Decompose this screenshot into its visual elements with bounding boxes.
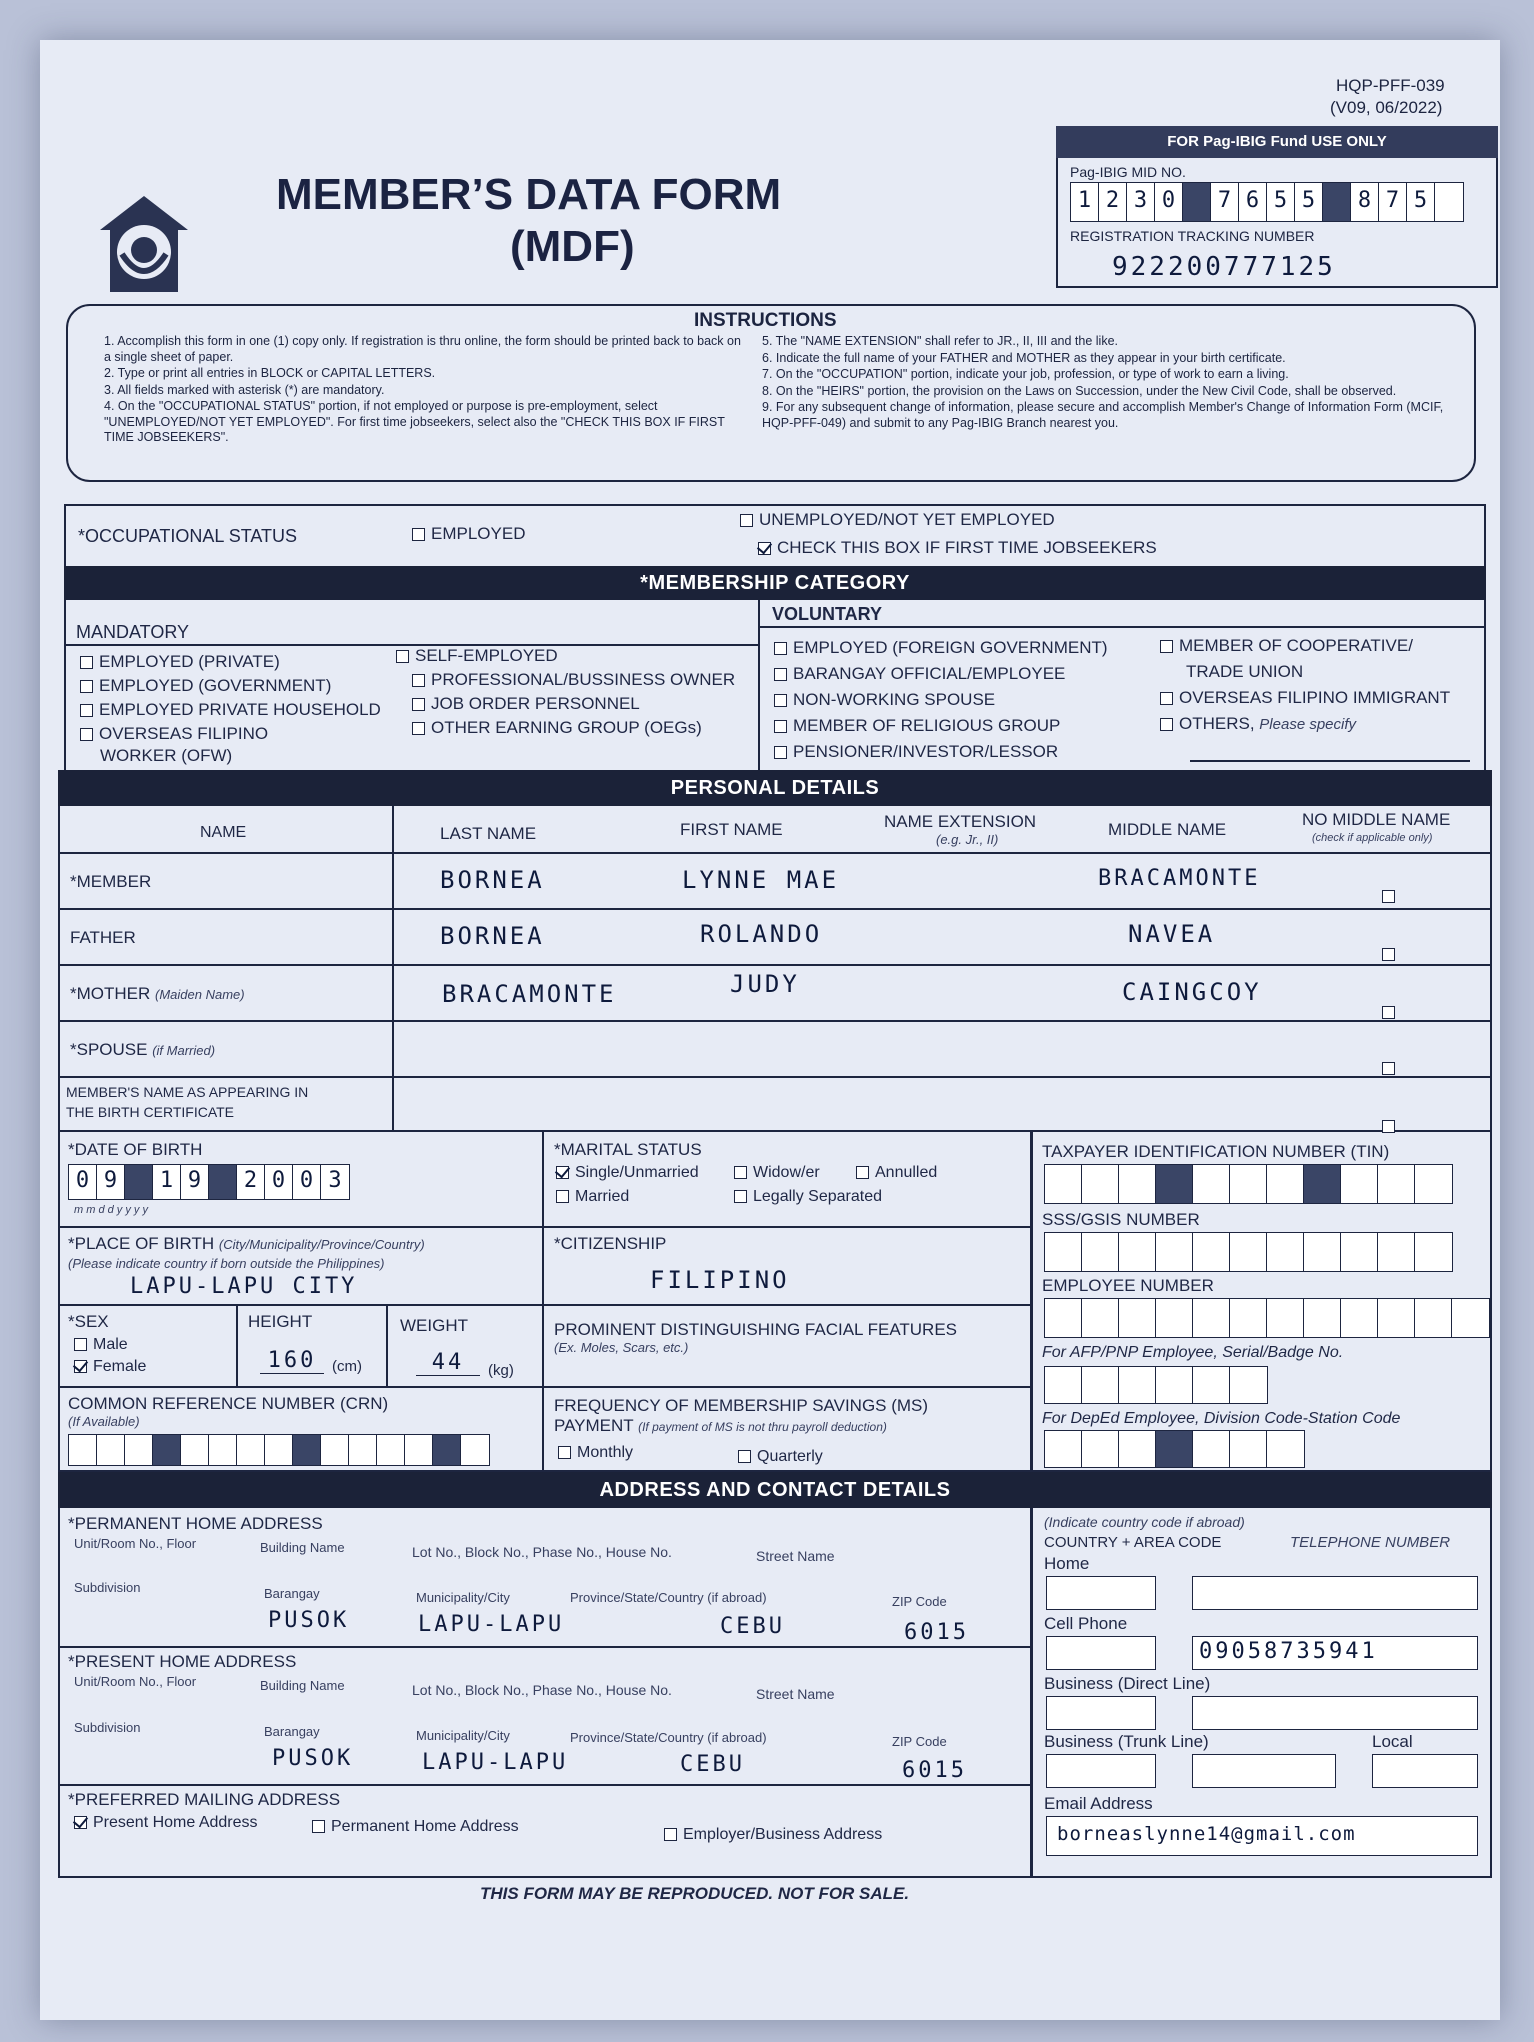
mid-cell (1435, 183, 1463, 221)
afp-cell (1045, 1367, 1082, 1403)
preferred-mailing-label: *PREFERRED MAILING ADDRESS (68, 1790, 341, 1809)
address-divider (1030, 1508, 1033, 1878)
marital-married-checkbox[interactable]: Married (556, 1188, 629, 1206)
grid-divider (236, 1304, 238, 1386)
afp-cell (1082, 1367, 1119, 1403)
tin-cell (1378, 1165, 1415, 1203)
dob-cell (125, 1165, 153, 1199)
deped-cell (1082, 1431, 1119, 1467)
instruction-item-4: 4. On the "OCCUPATIONAL STATUS" portion, if not employed or purpose is pre-employment, select "UNEMPLOYED/NOT YET EMPLOYED". For first time jobseekers, select also the "CHECK THIS BOX IF FIRST TIME JOBSEEKERS". (104, 399, 725, 444)
row-line (58, 964, 1492, 966)
dob-cell: 1 (153, 1165, 181, 1199)
deped-cell (1156, 1431, 1193, 1467)
address-line (58, 1784, 1030, 1786)
business-trunk-phone-input[interactable] (1192, 1754, 1336, 1788)
voluntary-others-specify-line[interactable] (1190, 760, 1470, 762)
instructions-title: INSTRUCTIONS (694, 310, 837, 331)
perm-municipality-value[interactable]: LAPU-LAPU (418, 1612, 565, 1637)
emp-cell (1452, 1299, 1489, 1337)
member-first-name[interactable]: LYNNE MAE (682, 866, 840, 894)
mid-cell: 3 (1127, 183, 1155, 221)
height-value[interactable]: 160 (260, 1348, 324, 1374)
sss-cell (1119, 1233, 1156, 1271)
instruction-item-2: 2. Type or print all entries in BLOCK or CAPITAL LETTERS. (104, 366, 436, 380)
present-address-label: *PRESENT HOME ADDRESS (68, 1652, 297, 1671)
voluntary-others-checkbox[interactable]: OTHERS, Please specify (1160, 714, 1356, 734)
facial-features-sub: (Ex. Moles, Scars, etc.) (554, 1340, 689, 1355)
mid-cell: 7 (1379, 183, 1407, 221)
tin-cells[interactable] (1044, 1164, 1453, 1204)
mandatory-ofw-label-cont: WORKER (OFW) (100, 746, 233, 765)
emp-cell (1082, 1299, 1119, 1337)
deped-cell (1045, 1431, 1082, 1467)
tin-cell (1304, 1165, 1341, 1203)
voluntary-foreign-govt-checkbox[interactable]: EMPLOYED (FOREIGN GOVERNMENT) (774, 638, 1108, 658)
col-first-name-header: FIRST NAME (680, 820, 783, 839)
mandatory-private-household-checkbox[interactable]: EMPLOYED PRIVATE HOUSEHOLD (80, 700, 381, 720)
afp-cell (1193, 1367, 1230, 1403)
emp-cell (1304, 1299, 1341, 1337)
mid-cell: 7 (1211, 183, 1239, 221)
row-father-label: FATHER (70, 928, 136, 947)
dob-cells[interactable] (68, 1164, 350, 1200)
row-mother-label: *MOTHER (Maiden Name) (70, 984, 245, 1003)
grid-line (58, 1226, 1030, 1228)
first-time-jobseeker-checkbox[interactable]: CHECK THIS BOX IF FIRST TIME JOBSEEKERS (758, 538, 1157, 558)
perm-subdivision-col: Subdivision (74, 1580, 141, 1595)
emp-cell (1045, 1299, 1082, 1337)
sss-cell (1193, 1233, 1230, 1271)
instruction-item-2: 6. Indicate the full name of your FATHER and MOTHER as they appear in your birth certificate. (762, 350, 1286, 365)
tin-cell (1415, 1165, 1452, 1203)
instruction-item-3: 3. All fields marked with asterisk (*) are mandatory. (104, 382, 385, 397)
instruction-item-1: 5. The "NAME EXTENSION" shall refer to JR., II, III and the like. (762, 334, 1118, 348)
mailing-employer-checkbox[interactable]: Employer/Business Address (664, 1826, 882, 1844)
dob-cell: 0 (293, 1165, 321, 1199)
address-line (58, 1646, 1030, 1648)
emp-cell (1415, 1299, 1452, 1337)
citizenship-label: *CITIZENSHIP (554, 1234, 667, 1253)
instruction-item-3: 7. On the "OCCUPATION" portion, indicate your job, profession, or type of work to earn a living. (762, 367, 1289, 381)
pres-province-col: Province/State/Country (if abroad) (570, 1730, 767, 1745)
crn-cell (181, 1435, 209, 1465)
voluntary-cooperative-checkbox[interactable]: MEMBER OF COOPERATIVE/ (1160, 636, 1413, 656)
sss-cell (1230, 1233, 1267, 1271)
voluntary-underline (758, 626, 1486, 628)
business-trunk-area-input[interactable] (1046, 1754, 1156, 1788)
perm-zip-col: ZIP Code (892, 1594, 947, 1609)
sss-cell (1267, 1233, 1304, 1271)
weight-label: WEIGHT (400, 1316, 468, 1335)
crn-cell (405, 1435, 433, 1465)
crn-cell (153, 1435, 181, 1465)
marital-single-checkbox[interactable]: Single/Unmarried (556, 1164, 699, 1182)
pres-street-col: Street Name (756, 1686, 835, 1702)
business-direct-area-input[interactable] (1046, 1696, 1156, 1730)
father-last-name[interactable]: BORNEA (440, 922, 545, 950)
pres-zip-value[interactable]: 6015 (902, 1758, 967, 1783)
mother-middle-name[interactable]: CAINGCOY (1122, 978, 1262, 1006)
marital-widow-checkbox[interactable]: Widow/er (734, 1164, 820, 1182)
rtn-value[interactable]: 922200777125 (1112, 252, 1336, 282)
cell-area-code-input[interactable] (1046, 1636, 1156, 1670)
savings-label: FREQUENCY OF MEMBERSHIP SAVINGS (MS) (554, 1396, 929, 1415)
sss-gsis-cells[interactable] (1044, 1232, 1453, 1272)
crn-cell (237, 1435, 265, 1465)
perm-unit-col: Unit/Room No., Floor (74, 1536, 197, 1551)
grid-divider (1030, 1132, 1033, 1472)
mailing-permanent-checkbox[interactable]: Permanent Home Address (312, 1818, 519, 1836)
home-area-code-input[interactable] (1046, 1576, 1156, 1610)
marital-status-label: *MARITAL STATUS (554, 1140, 702, 1159)
voluntary-pensioner-checkbox[interactable]: PENSIONER/INVESTOR/LESSOR (774, 742, 1058, 762)
pres-province-value[interactable]: CEBU (680, 1752, 745, 1777)
cell-phone-value: 09058735941 (1199, 1639, 1378, 1664)
marital-separated-checkbox[interactable]: Legally Separated (734, 1188, 882, 1206)
personal-col-divider (392, 806, 394, 1132)
no-middle-name-member-checkbox[interactable] (1382, 888, 1401, 906)
local-input[interactable] (1372, 1754, 1478, 1788)
col-name-header: NAME (200, 824, 247, 841)
voluntary-ofi-checkbox[interactable]: OVERSEAS FILIPINO IMMIGRANT (1160, 688, 1450, 708)
perm-barangay-col: Barangay (264, 1586, 320, 1601)
crn-cell (321, 1435, 349, 1465)
row-birth-cert-label2: THE BIRTH CERTIFICATE (66, 1104, 235, 1120)
tin-cell (1193, 1165, 1230, 1203)
grid-divider (542, 1132, 544, 1472)
member-last-name[interactable]: BORNEA (440, 866, 545, 894)
weight-unit: (kg) (488, 1362, 514, 1379)
dob-cell: 9 (181, 1165, 209, 1199)
voluntary-non-working-spouse-checkbox[interactable]: NON-WORKING SPOUSE (774, 690, 995, 710)
emp-cell (1193, 1299, 1230, 1337)
crn-cell (293, 1435, 321, 1465)
tin-cell (1230, 1165, 1267, 1203)
crn-sub: (If Available) (68, 1414, 140, 1429)
sss-cell (1082, 1233, 1119, 1271)
tin-cell (1267, 1165, 1304, 1203)
mandatory-ofw-checkbox[interactable]: OVERSEAS FILIPINO (80, 724, 268, 744)
member-middle-name[interactable]: BRACAMONTE (1098, 866, 1261, 891)
sss-cell (1415, 1233, 1452, 1271)
form-code: HQP-PFF-039 (1336, 76, 1445, 95)
afp-cell (1230, 1367, 1267, 1403)
perm-barangay-value[interactable]: PUSOK (268, 1608, 350, 1633)
col-no-middle-name-header: NO MIDDLE NAME (1302, 810, 1451, 829)
crn-cell (69, 1435, 97, 1465)
crn-cells[interactable] (68, 1434, 490, 1466)
mid-cell: 2 (1099, 183, 1127, 221)
employee-number-cells[interactable] (1044, 1298, 1490, 1338)
tin-cell (1045, 1165, 1082, 1203)
dob-format-label: m m d d y y y y (74, 1204, 148, 1216)
perm-province-col: Province/State/Country (if abroad) (570, 1590, 767, 1605)
crn-cell (461, 1435, 489, 1465)
pres-municipality-value[interactable]: LAPU-LAPU (422, 1750, 569, 1775)
savings-monthly-checkbox[interactable]: Monthly (558, 1444, 633, 1462)
deped-label: For DepEd Employee, Division Code-Station Code (1042, 1410, 1401, 1427)
mid-cell: 0 (1155, 183, 1183, 221)
sss-label: SSS/GSIS NUMBER (1042, 1210, 1200, 1229)
savings-quarterly-checkbox[interactable]: Quarterly (738, 1448, 823, 1466)
occupational-status-label: *OCCUPATIONAL STATUS (78, 526, 298, 546)
father-first-name[interactable]: ROLANDO (700, 920, 823, 948)
afp-pnp-label: For AFP/PNP Employee, Serial/Badge No. (1042, 1344, 1344, 1361)
tin-cell (1082, 1165, 1119, 1203)
cell-phone-label: Cell Phone (1044, 1614, 1128, 1633)
crn-cell (125, 1435, 153, 1465)
pres-barangay-col: Barangay (264, 1724, 320, 1739)
pres-lot-col: Lot No., Block No., Phase No., House No. (412, 1682, 672, 1698)
permanent-address-label: *PERMANENT HOME ADDRESS (68, 1514, 323, 1533)
pres-building-col: Building Name (260, 1678, 345, 1693)
pres-zip-col: ZIP Code (892, 1734, 947, 1749)
emp-cell (1119, 1299, 1156, 1337)
dob-cell: 0 (69, 1165, 97, 1199)
emp-cell (1341, 1299, 1378, 1337)
pres-unit-col: Unit/Room No., Floor (74, 1674, 197, 1689)
afp-cell (1119, 1367, 1156, 1403)
marital-annulled-checkbox[interactable]: Annulled (856, 1164, 937, 1182)
weight-value[interactable]: 44 (416, 1350, 480, 1376)
mid-cell (1323, 183, 1351, 221)
business-trunk-label: Business (Trunk Line) (1044, 1732, 1209, 1751)
no-middle-name-mother-checkbox[interactable] (1382, 1004, 1401, 1022)
mid-cell: 6 (1239, 183, 1267, 221)
deped-cells[interactable] (1044, 1430, 1305, 1468)
father-middle-name[interactable]: NAVEA (1128, 920, 1216, 948)
instructions-left (104, 334, 744, 447)
occupational-employed-checkbox[interactable]: EMPLOYED (412, 524, 525, 544)
occupational-unemployed-checkbox[interactable]: UNEMPLOYED/NOT YET EMPLOYED (740, 510, 1055, 530)
sss-cell (1304, 1233, 1341, 1271)
emp-cell (1267, 1299, 1304, 1337)
emp-cell (1378, 1299, 1415, 1337)
sss-cell (1341, 1233, 1378, 1271)
citizenship-value[interactable]: FILIPINO (650, 1266, 790, 1294)
perm-building-col: Building Name (260, 1540, 345, 1555)
row-line (58, 852, 1492, 854)
sex-male-checkbox[interactable]: Male (74, 1336, 128, 1354)
rtn-label: REGISTRATION TRACKING NUMBER (1070, 228, 1315, 244)
crn-cell (349, 1435, 377, 1465)
pres-barangay-value[interactable]: PUSOK (272, 1746, 354, 1771)
col-name-extension-header: NAME EXTENSION (884, 812, 1037, 831)
grid-line (58, 1304, 1030, 1306)
instruction-item-5: 9. For any subsequent change of information, please secure and accomplish Member's Change of Information Form (MCIF, HQP-PFF-049) and submit to any Pag-IBIG Branch nearest you. (762, 400, 1444, 430)
business-direct-label: Business (Direct Line) (1044, 1674, 1211, 1693)
instruction-item-1: 1. Accomplish this form in one (1) copy only. If registration is thru online, the form should be printed back to back on a single sheet of paper. (104, 334, 741, 364)
deped-cell (1119, 1431, 1156, 1467)
pres-subdivision-col: Subdivision (74, 1720, 141, 1735)
afp-pnp-cells[interactable] (1044, 1366, 1268, 1404)
contact-telephone-header: TELEPHONE NUMBER (1290, 1534, 1451, 1551)
row-spouse-label: *SPOUSE (if Married) (70, 1040, 216, 1059)
dob-cell: 2 (237, 1165, 265, 1199)
crn-cell (209, 1435, 237, 1465)
mid-label: Pag-IBIG MID NO. (1070, 164, 1186, 180)
voluntary-religious-checkbox[interactable]: MEMBER OF RELIGIOUS GROUP (774, 716, 1060, 736)
form-version: (V09, 06/2022) (1330, 98, 1443, 117)
perm-province-value[interactable]: CEBU (720, 1614, 785, 1639)
voluntary-barangay-checkbox[interactable]: BARANGAY OFFICIAL/EMPLOYEE (774, 664, 1065, 684)
row-line (58, 1020, 1492, 1022)
voluntary-heading: VOLUNTARY (772, 604, 882, 624)
instruction-item-4: 8. On the "HEIRS" portion, the provision on the Laws on Succession, under the New Civil Code, shall be observed. (762, 383, 1397, 398)
mandatory-professional-checkbox[interactable]: PROFESSIONAL/BUSSINESS OWNER (412, 670, 735, 690)
form-title: MEMBER’S DATA FORM (276, 170, 782, 219)
business-direct-phone-input[interactable] (1192, 1696, 1478, 1730)
height-label: HEIGHT (248, 1312, 313, 1331)
instructions-right (762, 334, 1462, 432)
fund-use-title: FOR Pag-IBIG Fund USE ONLY (1056, 126, 1498, 158)
form-sheet (40, 40, 1500, 2020)
form-title-abbrev: (MDF) (510, 222, 635, 271)
tin-cell (1156, 1165, 1193, 1203)
dob-cell (209, 1165, 237, 1199)
emp-cell (1156, 1299, 1193, 1337)
mother-first-name[interactable]: JUDY (730, 970, 800, 998)
facial-features-label: PROMINENT DISTINGUISHING FACIAL FEATURES (554, 1320, 958, 1339)
crn-label: COMMON REFERENCE NUMBER (CRN) (68, 1394, 389, 1413)
grid-line (58, 1386, 1030, 1388)
mailing-present-checkbox[interactable]: Present Home Address (74, 1814, 258, 1832)
mid-cell (1183, 183, 1211, 221)
savings-label-cont: PAYMENT (If payment of MS is not thru payroll deduction) (554, 1416, 887, 1435)
crn-cell (377, 1435, 405, 1465)
place-of-birth-note: (Please indicate country if born outside the Philippines) (68, 1256, 385, 1271)
contact-country-area-header: COUNTRY + AREA CODE (1044, 1534, 1222, 1551)
mid-number-cells (1070, 182, 1464, 222)
local-label: Local (1372, 1732, 1413, 1751)
dob-cell: 0 (265, 1165, 293, 1199)
perm-street-col: Street Name (756, 1548, 835, 1564)
perm-municipality-col: Municipality/City (416, 1590, 510, 1605)
address-contact-bar: ADDRESS AND CONTACT DETAILS (58, 1472, 1492, 1508)
home-phone-input[interactable] (1192, 1576, 1478, 1610)
col-name-extension-sub: (e.g. Jr., II) (936, 832, 999, 847)
sex-female-checkbox[interactable]: Female (74, 1358, 146, 1376)
afp-cell (1156, 1367, 1193, 1403)
place-of-birth-value[interactable]: LAPU-LAPU CITY (130, 1274, 358, 1299)
crn-cell (97, 1435, 125, 1465)
employee-number-label: EMPLOYEE NUMBER (1042, 1276, 1214, 1295)
col-no-middle-name-sub: (check if applicable only) (1312, 832, 1433, 844)
crn-cell (265, 1435, 293, 1465)
crn-cell (433, 1435, 461, 1465)
mandatory-employed-government-checkbox[interactable]: EMPLOYED (GOVERNMENT) (80, 676, 331, 696)
mid-cell: 1 (1071, 183, 1099, 221)
mandatory-job-order-checkbox[interactable]: JOB ORDER PERSONNEL (412, 694, 640, 714)
tin-cell (1119, 1165, 1156, 1203)
mandatory-heading: MANDATORY (76, 622, 190, 642)
email-input[interactable] (1046, 1816, 1478, 1856)
col-last-name-header: LAST NAME (440, 824, 537, 843)
mid-cell: 8 (1351, 183, 1379, 221)
emp-cell (1230, 1299, 1267, 1337)
sss-cell (1045, 1233, 1082, 1271)
grid-divider (386, 1304, 388, 1386)
deped-cell (1230, 1431, 1267, 1467)
mandatory-oeg-checkbox[interactable]: OTHER EARNING GROUP (OEGs) (412, 718, 702, 738)
dob-cell: 3 (328, 1168, 342, 1193)
no-middle-name-father-checkbox[interactable] (1382, 946, 1401, 964)
tin-cell (1341, 1165, 1378, 1203)
cell-phone-input[interactable] (1192, 1636, 1478, 1670)
mid-cell: 5 (1267, 183, 1295, 221)
sss-cell (1378, 1233, 1415, 1271)
pagibig-logo-icon (96, 192, 192, 298)
email-label: Email Address (1044, 1794, 1153, 1813)
height-unit: (cm) (332, 1358, 362, 1375)
no-middle-name-spouse-checkbox[interactable] (1382, 1060, 1401, 1078)
footer-note: THIS FORM MAY BE REPRODUCED. NOT FOR SALE. (480, 1884, 910, 1903)
mid-cell: 5 (1295, 183, 1323, 221)
mother-last-name[interactable]: BRACAMONTE (442, 980, 617, 1008)
perm-lot-col: Lot No., Block No., Phase No., House No. (412, 1544, 672, 1560)
sss-cell (1156, 1233, 1193, 1271)
home-phone-label: Home (1044, 1554, 1090, 1573)
row-line (58, 908, 1492, 910)
row-member-label: *MEMBER (70, 872, 152, 891)
mandatory-self-employed-checkbox[interactable]: SELF-EMPLOYED (396, 646, 558, 666)
deped-cell (1193, 1431, 1230, 1467)
mid-cell: 5 (1407, 183, 1435, 221)
voluntary-cooperative-label-cont: TRADE UNION (1186, 662, 1304, 681)
personal-details-bar: PERSONAL DETAILS (58, 770, 1492, 806)
dob-label: *DATE OF BIRTH (68, 1140, 203, 1159)
row-line (58, 1076, 1492, 1078)
mandatory-employed-private-checkbox[interactable]: EMPLOYED (PRIVATE) (80, 652, 280, 672)
membership-category-bar: *MEMBERSHIP CATEGORY (64, 566, 1486, 600)
email-value: borneaslynne14@gmail.com (1057, 1823, 1356, 1845)
row-birth-cert-label1: MEMBER'S NAME AS APPEARING IN (66, 1084, 309, 1100)
perm-zip-value[interactable]: 6015 (904, 1620, 969, 1645)
col-middle-name-header: MIDDLE NAME (1108, 820, 1227, 839)
tin-label: TAXPAYER IDENTIFICATION NUMBER (TIN) (1042, 1142, 1390, 1161)
place-of-birth-label: *PLACE OF BIRTH (City/Municipality/Province/Country) (68, 1234, 425, 1253)
deped-cell (1267, 1431, 1304, 1467)
sex-label: *SEX (68, 1312, 109, 1331)
pres-municipality-col: Municipality/City (416, 1728, 510, 1743)
contact-note: (Indicate country code if abroad) (1044, 1514, 1245, 1530)
dob-cell: 9 (97, 1165, 125, 1199)
